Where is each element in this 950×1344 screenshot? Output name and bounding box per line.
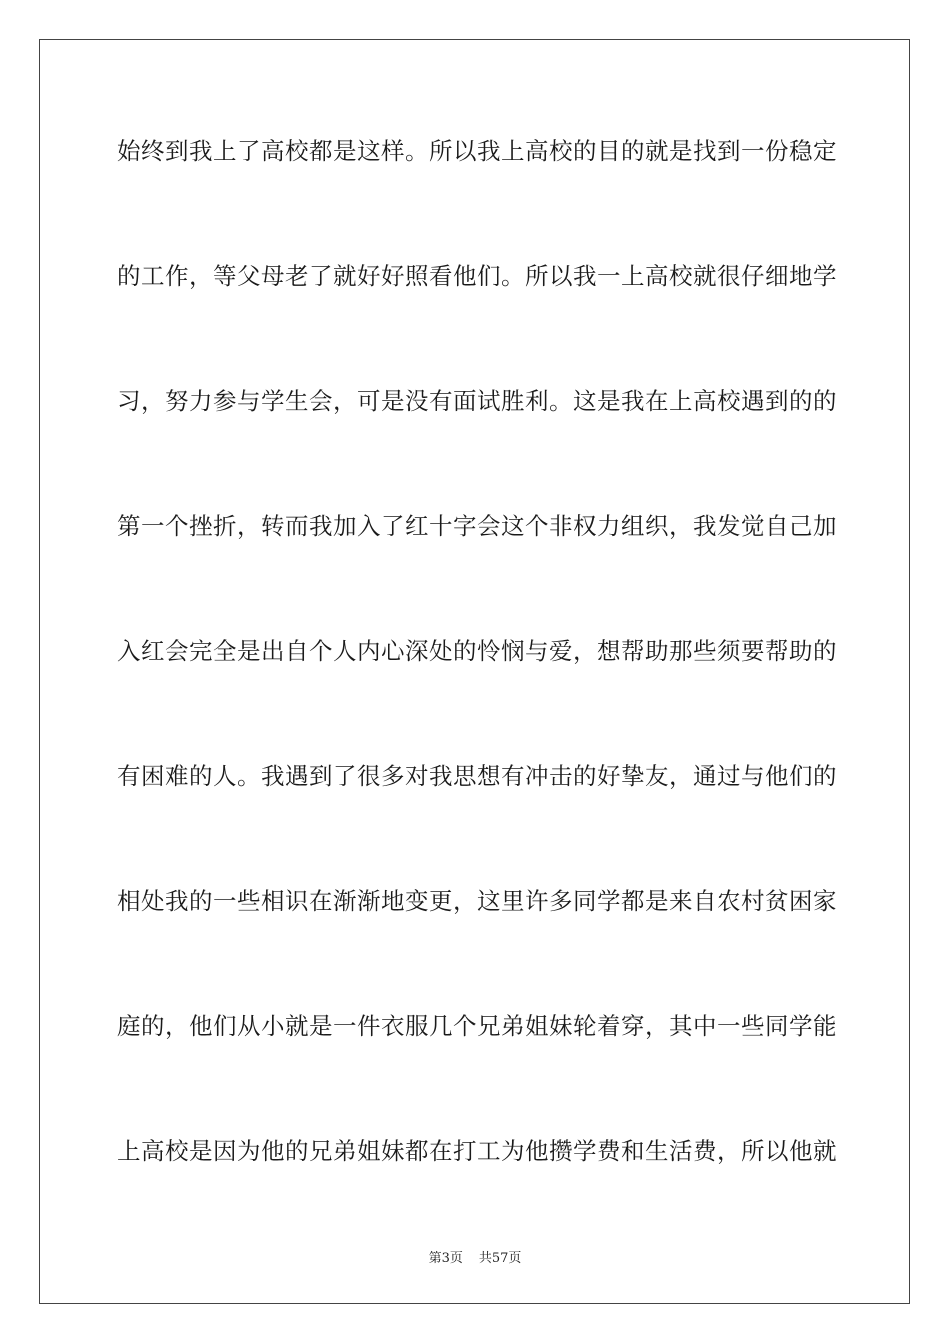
page-footer	[0, 1250, 950, 1268]
page-total: 共57页	[478, 1251, 522, 1266]
body-text-line: 入红会完全是出自个人内心深处的怜悯与爱，想帮助那些须要帮助的	[117, 637, 837, 665]
body-text-line: 的工作，等父母老了就好好照看他们。所以我一上高校就很仔细地学	[117, 262, 837, 290]
body-text-line: 庭的，他们从小就是一件衣服几个兄弟姐妹轮着穿，其中一些同学能	[117, 1012, 837, 1040]
body-text-line: 第一个挫折，转而我加入了红十字会这个非权力组织，我发觉自己加	[117, 512, 837, 540]
body-text-line: 有困难的人。我遇到了很多对我思想有冲击的好挚友，通过与他们的	[117, 762, 837, 790]
body-text-line: 始终到我上了高校都是这样。所以我上高校的目的就是找到一份稳定	[117, 137, 837, 165]
body-text-line: 相处我的一些相识在渐渐地变更，这里许多同学都是来自农村贫困家	[117, 887, 837, 915]
body-text-line: 习，努力参与学生会，可是没有面试胜利。这是我在上高校遇到的的	[117, 387, 837, 415]
page-border	[39, 39, 910, 1304]
body-text-line: 上高校是因为他的兄弟姐妹都在打工为他攒学费和生活费，所以他就	[117, 1137, 837, 1165]
page-number: 第3页	[428, 1251, 463, 1266]
